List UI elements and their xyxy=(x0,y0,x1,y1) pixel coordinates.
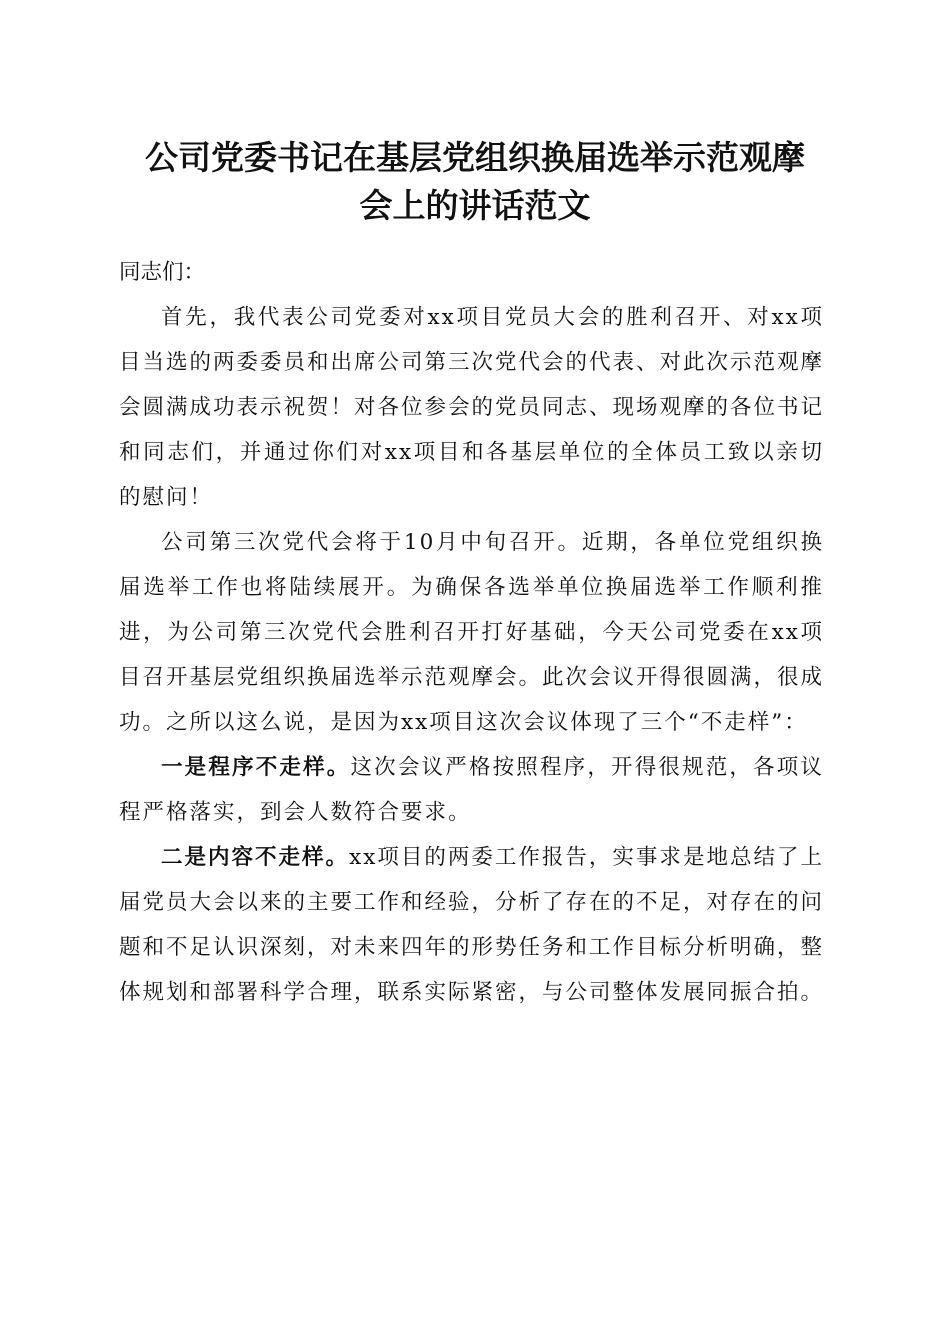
paragraph-lead: 一是程序不走样。 xyxy=(161,755,351,780)
paragraph-4 xyxy=(119,835,824,1015)
document-title xyxy=(110,134,840,230)
paragraph-text: 公司第三次党代会将于10月中旬召开。近期，各单位党组织换届选举工作也将陆续展开。为确保各选举单位换届选举工作顺利推进，为公司第三次党代会胜利召开打好基础，今天公司党委在xx项目召开基层党组织换届选举示范观摩会。此次会议开得很圆满，很成功。之所以这么说，是因为xx项目这次会议体现了三个“不走样”： xyxy=(119,530,825,735)
paragraph-text: 首先，我代表公司党委对xx项目党员大会的胜利召开、对xx项目当选的两委委员和出席公司第三次党代会的代表、对此次示范观摩会圆满成功表示祝贺！对各位参会的党员同志、现场观摩的各位书记和同志们，并通过你们对xx项目和各基层单位的全体员工致以亲切的慰问！ xyxy=(119,305,825,510)
document-body xyxy=(119,250,824,1015)
paragraph-lead: 二是内容不走样。 xyxy=(161,845,350,870)
paragraph-1 xyxy=(119,295,824,520)
salutation: 同志们： xyxy=(119,260,206,285)
title-line-2: 会上的讲话范文 xyxy=(359,186,591,225)
paragraph-text: 这次会议严格按照程序，开得很规范，各项议程严格落实，到会人数符合要求。 xyxy=(119,755,824,825)
title-line-1: 公司党委书记在基层党组织换届选举示范观摩 xyxy=(145,138,805,177)
paragraph-text: xx项目的两委工作报告，实事求是地总结了上届党员大会以来的主要工作和经验，分析了存在的不足，对存在的问题和不足认识深刻，对未来四年的形势任务和工作目标分析明确，整体规划和部署科学合理，联系实际紧密，与公司整体发展同振合拍。 xyxy=(119,845,825,1005)
paragraph-3 xyxy=(119,745,824,835)
paragraph-2 xyxy=(119,520,824,745)
